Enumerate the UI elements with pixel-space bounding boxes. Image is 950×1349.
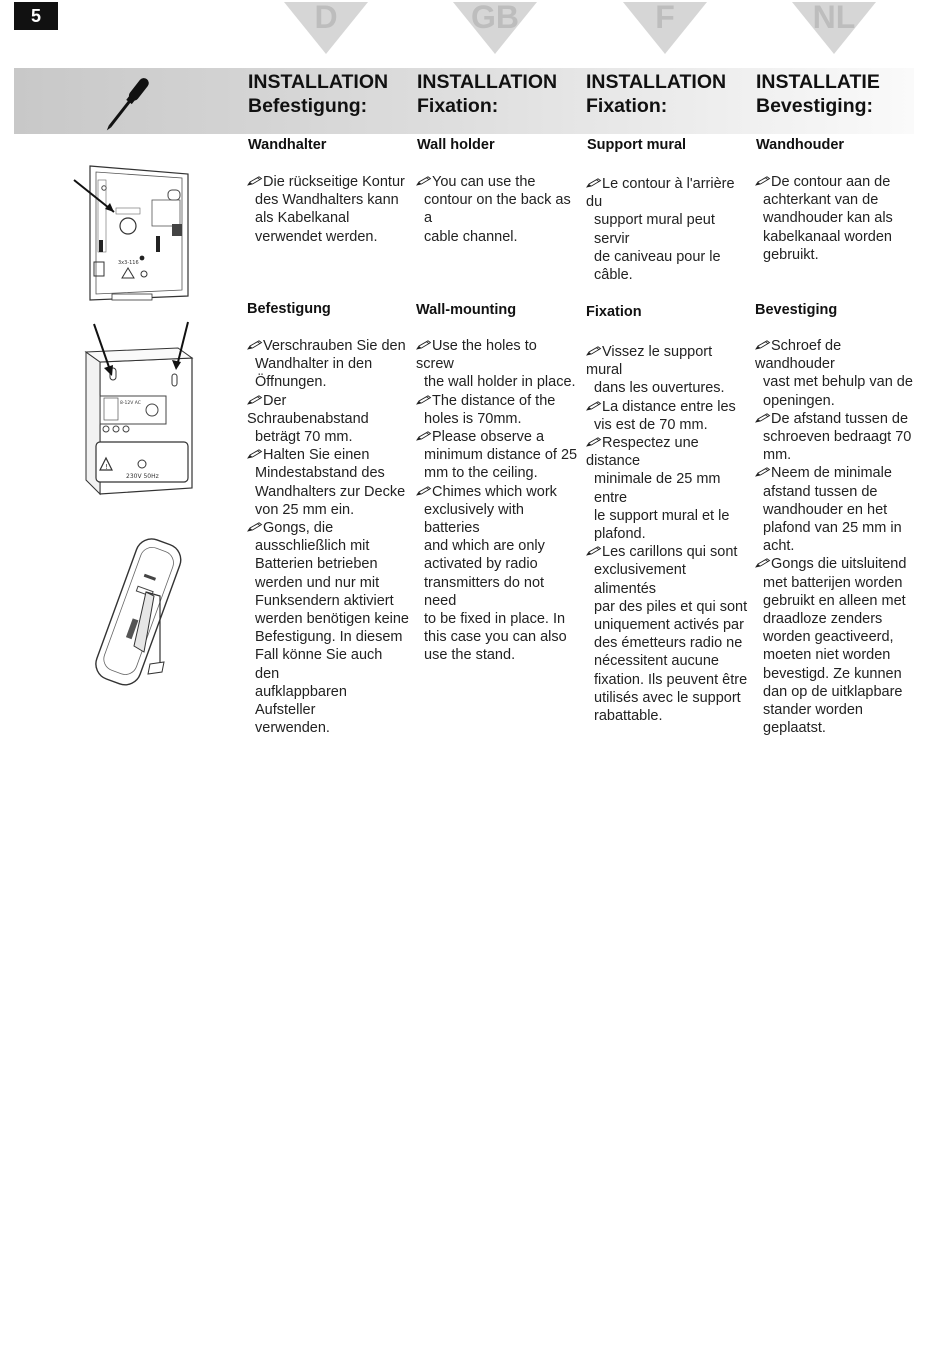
text-line [247,355,409,373]
section1-heading-d: Wandhalter [248,137,327,153]
text-line-content: contour on the back as a [424,192,571,227]
text-line-content: Fall könne Sie auch den [255,647,383,682]
header-title-gb: INSTALLATION [417,71,558,93]
header-title-f: INSTALLATION [586,71,727,93]
text-line [416,555,578,573]
text-line-content: dan op de uitklapbare [763,683,903,700]
text-line [416,428,578,446]
text-line [755,665,917,683]
text-line-content: met batterijen worden [763,574,903,591]
text-line-content: Die rückseitige Kontur [263,174,405,190]
text-line [755,701,917,719]
text-line [416,501,578,537]
text-line [755,483,917,501]
text-line-content: ausschließlich mit [255,538,370,555]
wall-holder-mounting-illustration [76,318,204,500]
header-subtitle-nl: Bevestiging: [756,95,874,117]
text-line-content: minimum distance of 25 [424,447,578,464]
text-line-content: verwendet werden. [255,228,378,245]
text-line [755,519,917,537]
text-line [755,537,917,555]
text-line-content: rabattable. [594,708,663,725]
text-line-content: Respectez une distance [586,435,699,470]
text-line-content: use the stand. [424,647,516,664]
text-line [755,646,917,664]
pencil-icon [247,522,263,532]
text-line [247,373,409,391]
header-subtitle-gb: Fixation: [417,95,499,117]
text-line-content: gebruikt en alleen met [763,592,906,609]
text-line [586,398,748,416]
text-line [247,537,409,555]
section2-heading-gb: Wall-mounting [416,302,517,318]
text-line-content: von 25 mm ein. [255,501,355,518]
text-line-content: vast met behulp van de [763,374,913,391]
text-line-content: The distance of the [432,392,556,409]
text-line [755,246,917,264]
text-line-content: Der Schraubenabstand [247,392,369,427]
text-line [586,689,748,707]
text-line-content: Öffnungen. [255,374,327,391]
text-line [755,628,917,646]
text-line [755,719,917,737]
text-line-content: this case you can also [424,629,567,646]
pencil-icon [416,486,432,496]
text-line [247,209,409,227]
text-line [416,228,578,246]
text-line-content: transmitters do not need [424,574,545,609]
text-line-content: Batterien betrieben [255,556,378,573]
text-line [586,525,748,543]
pencil-icon [416,176,432,186]
pencil-icon [416,395,432,405]
header-title-d: INSTALLATION [248,71,389,93]
text-line [247,628,409,646]
text-line-content: La distance entre les [602,398,736,415]
text-line-content: als Kabelkanal [255,210,350,227]
text-line-content: cable channel. [424,228,518,245]
section2-text-nl [755,337,917,737]
text-line [416,392,578,410]
text-line [586,507,748,525]
text-line [416,173,578,191]
text-line [755,574,917,592]
text-line [416,446,578,464]
text-line-content: exclusivement alimentés [594,562,686,597]
text-line-content: achterkant van de [763,192,879,209]
text-line-content: fixation. Ils peuvent être [594,671,748,688]
text-line [755,209,917,227]
pencil-icon [586,178,602,188]
text-line [755,683,917,701]
pencil-icon [247,176,263,186]
text-line-content: des émetteurs radio ne [594,635,743,652]
screwdriver-icon [96,72,162,132]
text-line-content: Les carillons qui sont [602,544,738,561]
text-line-content: plafond. [594,526,646,543]
text-line [586,671,748,689]
text-line [247,173,409,191]
text-line-content: aufklappbaren Aufsteller [255,683,347,719]
text-line-content: You can use the [432,174,536,190]
pencil-icon [416,340,432,350]
text-line [247,428,409,446]
text-line [247,337,409,355]
text-line-content: Le contour à l'arrière du [586,176,735,211]
pencil-icon [247,340,263,350]
header-subtitle-f: Fixation: [586,95,668,117]
text-line-content: kabelkanaal worden [763,228,892,245]
text-line-content: afstand tussen de [763,483,878,500]
text-line-content: geplaatst. [763,720,826,737]
text-line [586,652,748,670]
text-line-content: Use the holes to screw [416,338,537,373]
text-line [586,616,748,634]
pencil-icon [755,176,771,186]
pencil-icon [586,401,602,411]
section2-text-f [586,343,748,725]
text-line [586,248,748,266]
text-line-content: Neem de minimale [771,465,892,482]
text-line-content: exclusively with batteries [424,501,524,537]
section2-text-d [247,337,409,737]
text-line-content: uniquement activés par [594,617,744,634]
text-line [586,434,748,470]
text-line [416,483,578,501]
text-line [247,191,409,209]
text-line-content: par des piles et qui sont [594,598,748,615]
pencil-icon [416,431,432,441]
text-line-content: des Wandhalters kann [255,192,399,209]
text-line-content: le support mural et le [594,507,730,524]
text-line-content: Gongs die uitsluitend [771,556,907,573]
text-line-content: Chimes which work [432,483,557,500]
text-line [586,175,748,211]
text-line-content: schroeven bedraagt 70 [763,429,912,446]
pencil-icon [755,558,771,568]
pencil-icon [586,546,602,556]
section1-text-gb [416,173,578,246]
text-line-content: wandhouder kan als [763,210,893,227]
text-line [755,410,917,428]
text-line [247,646,409,682]
text-line-content: Verschrauben Sie den [263,338,406,354]
svg-text:!: ! [105,463,109,471]
text-line-content: vis est de 70 mm. [594,416,708,433]
text-line-content: Schroef de wandhouder [755,338,842,373]
text-line-content: werden und nur mit [255,574,380,591]
language-label-nl: NL [812,0,856,35]
text-line-content: bevestigd. Ze kunnen [763,665,902,682]
text-line [755,610,917,628]
text-line [247,483,409,501]
text-line-content: mm. [763,447,792,464]
text-line [416,410,578,428]
text-line [416,628,578,646]
text-line-content: verwenden. [255,720,330,737]
text-line-content: holes is 70mm. [424,410,522,427]
text-line [416,574,578,610]
text-line [247,446,409,464]
text-line [755,555,917,573]
text-line-content: beträgt 70 mm. [255,429,353,446]
text-line [247,519,409,537]
section1-text-f [586,175,748,284]
section1-heading-f: Support mural [587,137,687,153]
language-label-d: D [314,0,338,35]
pencil-icon [755,413,771,423]
text-line [247,501,409,519]
text-line-content: activated by radio [424,556,538,573]
text-line-content: moeten niet worden [763,647,891,664]
text-line-content: plafond van 25 mm in [763,520,902,537]
text-line-content: Wandhalters zur Decke [255,483,406,500]
text-line [586,543,748,561]
text-line [247,392,409,428]
text-line-content: De afstand tussen de [771,410,909,427]
wall-holder-back-illustration [72,160,197,306]
text-line [247,719,409,737]
text-line-content: Halten Sie einen [263,447,370,464]
text-line [247,574,409,592]
holder-code-label: 3x3-116 [118,260,139,266]
text-line-content: to be fixed in place. In [424,611,566,628]
pencil-icon [755,340,771,350]
text-line [755,228,917,246]
text-line-content: utilisés avec le support [594,689,741,706]
text-line [416,373,578,391]
section2-heading-d: Befestigung [247,301,331,317]
header-title-nl: INSTALLATIE [756,71,880,93]
text-line [586,211,748,247]
text-line [755,373,917,391]
text-line-content: werden benötigen keine [255,611,409,628]
language-label-f: F [655,0,675,35]
text-line [586,598,748,616]
text-line [586,707,748,725]
text-line [586,379,748,397]
text-line-content: Befestigung. In diesem [255,629,403,646]
text-line [247,683,409,719]
text-line-content: nécessitent aucune [594,653,719,670]
header-subtitle-d: Befestigung: [248,95,368,117]
text-line [586,470,748,506]
text-line-content: câble. [594,267,633,284]
text-line-content: and which are only [424,538,545,555]
device-rating-label: 230V 50Hz [126,473,159,480]
text-line [586,634,748,652]
text-line [416,464,578,482]
text-line-content: Vissez le support mural [586,344,713,379]
text-line [586,561,748,597]
pencil-icon [247,449,263,459]
text-line-content: De contour aan de [771,174,891,190]
section1-text-nl [755,173,917,264]
section2-heading-nl: Bevestiging [755,302,838,318]
text-line-content: wandhouder en het [763,501,888,518]
text-line [247,610,409,628]
section2-text-gb [416,337,578,665]
terminal-label: 8-12V AC [120,401,141,406]
text-line-content: de caniveau pour le [594,248,721,265]
text-line-content: mm to the ceiling. [424,465,538,482]
pencil-icon [586,346,602,356]
text-line [755,501,917,519]
text-line [247,228,409,246]
text-line-content: Gongs, die [263,520,334,537]
text-line [755,428,917,446]
chime-on-stand-illustration [84,530,194,690]
text-line [755,446,917,464]
text-line-content: worden geactiveerd, [763,629,894,646]
text-line [416,646,578,664]
text-line [416,610,578,628]
text-line-content: minimale de 25 mm entre [594,471,721,506]
pencil-icon [755,467,771,477]
section1-text-d [247,173,409,246]
text-line [416,191,578,227]
text-line-content: Please observe a [432,429,545,446]
text-line [247,592,409,610]
text-line-content: openingen. [763,392,835,409]
text-line [586,266,748,284]
text-line [247,555,409,573]
section1-heading-gb: Wall holder [417,137,495,153]
text-line-content: the wall holder in place. [424,374,576,391]
text-line-content: dans les ouvertures. [594,380,725,397]
text-line [416,537,578,555]
text-line [586,343,748,379]
text-line-content: gebruikt. [763,246,819,263]
text-line-content: acht. [763,538,795,555]
text-line-content: support mural peut servir [594,212,715,247]
text-line [586,416,748,434]
text-line [755,173,917,191]
text-line [416,337,578,373]
text-line-content: Wandhalter in den [255,356,373,373]
text-line-content: Mindestabstand des [255,465,385,482]
text-line-content: Funksendern aktiviert [255,592,394,609]
text-line [755,392,917,410]
section2-heading-f: Fixation [586,304,642,320]
text-line [755,464,917,482]
text-line-content: stander worden [763,702,863,719]
text-line [755,592,917,610]
language-label-gb: GB [471,0,519,35]
page-number: 5 [14,2,58,30]
section1-heading-nl: Wandhouder [756,137,845,153]
text-line [247,464,409,482]
pencil-icon [247,395,263,405]
text-line [755,191,917,209]
text-line [755,337,917,373]
pencil-icon [586,437,602,447]
text-line-content: draadloze zenders [763,611,883,628]
